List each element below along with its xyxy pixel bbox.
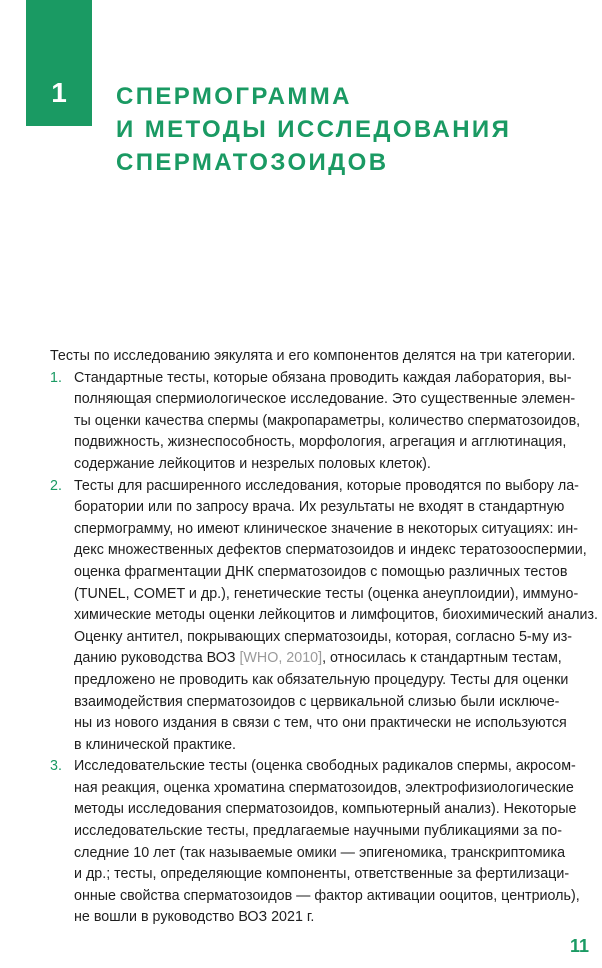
text-line: оценка фрагментации ДНК сперматозоидов с помощью различных тестов xyxy=(74,563,568,580)
text-fragment: , относилась к стандартным тестам, xyxy=(322,650,562,667)
text-line: исследовательские тесты, предлагаемые научными публикациями за по- xyxy=(74,823,562,840)
text-line: декс множественных дефектов сперматозоидов и индекс тератозооспермии, xyxy=(74,542,587,559)
chapter-number: 1 xyxy=(51,77,67,108)
text-line: (TUNEL, COMET и др.), генетические тесты (оценка анеуплоидии), иммуно- xyxy=(74,585,579,602)
text-line: Стандартные тесты, которые обязана проводить каждая лаборатория, вы- xyxy=(74,369,572,386)
intro-paragraph: Тесты по исследованию эякулята и его компонентов делятся на три категории. xyxy=(50,348,576,364)
chapter-title-line: И МЕТОДЫ ИССЛЕДОВАНИЯ xyxy=(116,116,512,143)
chapter-title xyxy=(116,80,586,179)
test-categories-list xyxy=(50,368,598,929)
list-item-number: 3. xyxy=(50,758,62,775)
body-text xyxy=(50,346,598,929)
text-line: боратории или по запросу врача. Их результаты не входят в стандартную xyxy=(74,499,565,516)
list-item xyxy=(50,756,598,929)
text-line: онные свойства сперматозоидов — фактор активации ооцитов, центриоль), xyxy=(74,887,580,904)
list-item-number: 2. xyxy=(50,477,62,494)
text-line: содержание лейкоцитов и незрелых половых клеток). xyxy=(74,455,431,472)
text-line: Исследовательские тесты (оценка свободных радикалов спермы, акросом- xyxy=(74,758,576,775)
text-line: не вошли в руководство ВОЗ 2021 г. xyxy=(74,909,315,926)
text-line: химические методы оценки лейкоцитов и лимфоцитов, биохимический анализ. xyxy=(74,607,598,624)
text-line: предложено не проводить как обязательную процедуру. Тесты для оценки xyxy=(74,671,569,688)
chapter-number-box xyxy=(26,0,92,126)
text-line: методы исследования сперматозоидов, компьютерный анализ). Некоторые xyxy=(74,801,577,818)
text-line: в клинической практике. xyxy=(74,736,236,753)
text-line: и др.; тесты, определяющие компоненты, ответственные за фертилизаци- xyxy=(74,866,570,883)
page-number: 11 xyxy=(570,936,590,956)
text-line: спермограмму, но имеют клиническое значение в некоторых ситуациях: ин- xyxy=(74,520,579,537)
list-item xyxy=(50,368,598,476)
text-line: ны из нового издания в связи с тем, что они практически не используются xyxy=(74,715,567,732)
text-line: Оценку антител, покрывающих сперматозоиды, которая, согласно 5-му из- xyxy=(74,628,573,645)
text-line-with-reference xyxy=(74,648,598,670)
text-line: следние 10 лет (так называемые омики — эпигеномика, транскриптомика xyxy=(74,844,566,861)
chapter-title-line: СПЕРМАТОЗОИДОВ xyxy=(116,149,389,176)
list-item xyxy=(50,476,598,757)
text-line: ная реакция, оценка хроматина сперматозоидов, электрофизиологические xyxy=(74,779,574,796)
text-line: Тесты для расширенного исследования, которые проводятся по выбору ла- xyxy=(74,477,579,494)
text-line: взаимодействия сперматозоидов с цервикальной слизью были исключе- xyxy=(74,693,560,710)
list-item-number: 1. xyxy=(50,369,62,386)
text-line: полняющая спермиологическое исследование. Это существенные элемен- xyxy=(74,391,576,408)
reference-citation: [WHO, 2010] xyxy=(239,650,323,667)
chapter-title-line: СПЕРМОГРАММА xyxy=(116,83,352,110)
text-fragment: данию руководства ВОЗ xyxy=(74,650,240,667)
text-line: ты оценки качества спермы (макропараметры, количество сперматозоидов, xyxy=(74,412,581,429)
text-line: подвижность, жизнеспособность, морфология, агрегация и агглютинация, xyxy=(74,434,567,451)
